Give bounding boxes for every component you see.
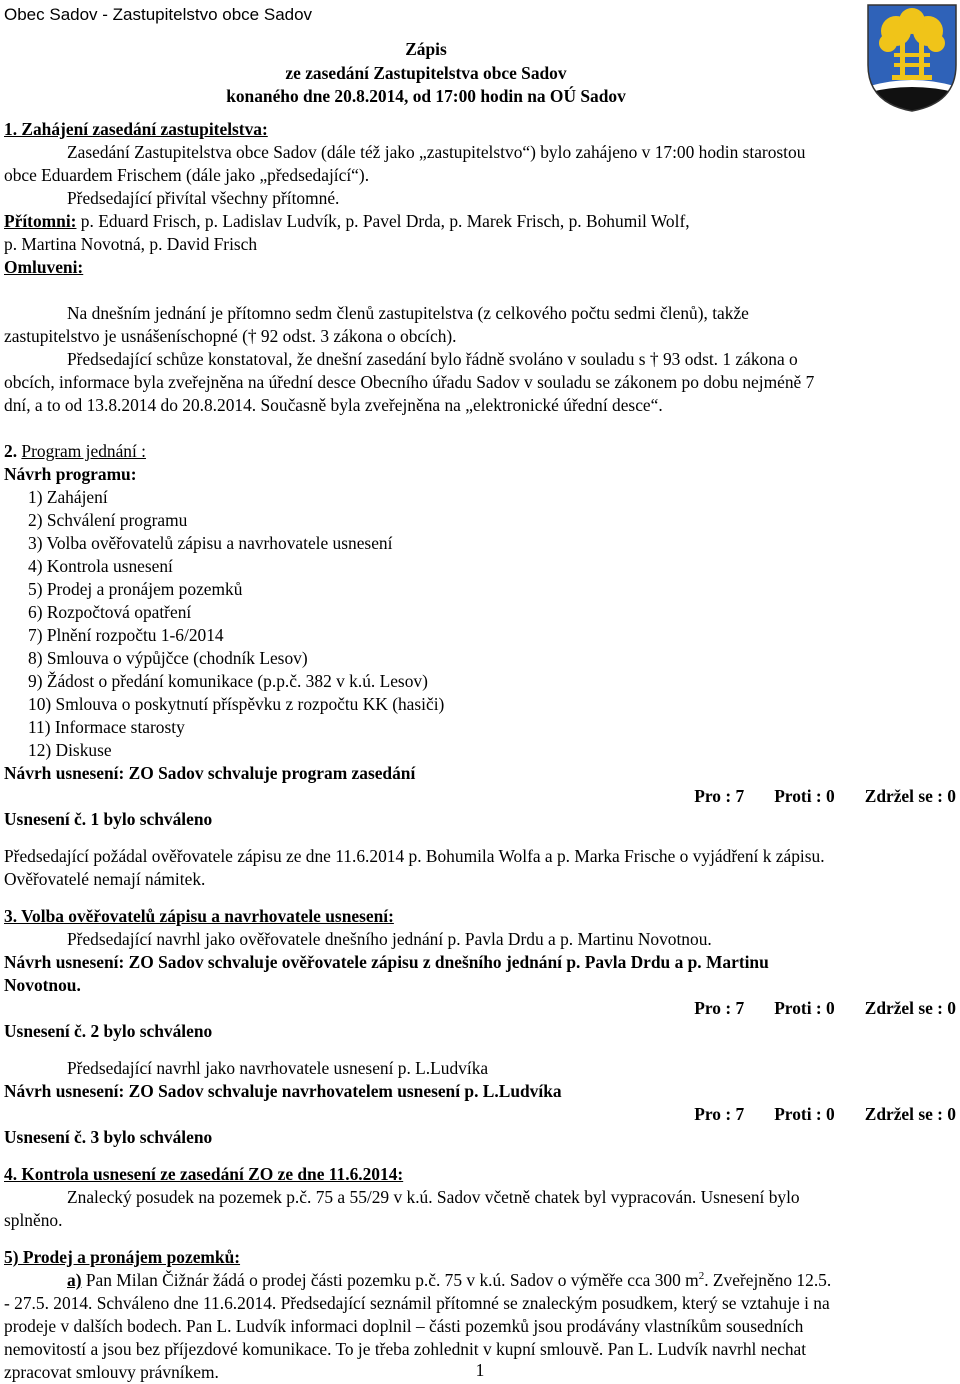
excused-label: Omluveni: xyxy=(4,257,84,277)
item-a-text-end: . Zveřejněno 12.5. xyxy=(704,1270,832,1290)
convened-text-2: obcích, informace byla zveřejněna na úřední desce Obecního úřadu Sadov v souladu se zákonem po dobu nejméně 7 xyxy=(4,372,815,392)
resolution-1-result: Usnesení č. 1 bylo schváleno xyxy=(4,809,213,829)
program-item: 1) Zahájení xyxy=(28,487,108,507)
present-line-2: p. Martina Novotná, p. David Frisch xyxy=(4,234,258,254)
resolution-1-proposal: Návrh usnesení: ZO Sadov schvaluje program zasedání xyxy=(4,763,416,783)
control-text-2: splněno. xyxy=(4,1210,63,1230)
program-item: 12) Diskuse xyxy=(28,740,112,760)
site-header: Obec Sadov - Zastupitelstvo obce Sadov xyxy=(4,5,313,24)
section-2-heading xyxy=(4,440,956,463)
program-item: 8) Smlouva o výpůjčce (chodník Lesov) xyxy=(28,648,308,668)
land-sale-text-2: - 27.5. 2014. Schváleno dne 11.6.2014. Předsedající seznámil přítomné se znaleckým posudkem, který se vztahuje i na xyxy=(4,1293,830,1313)
control-text-1: Znalecký posudek na pozemek p.č. 75 a 55/29 v k.ú. Sadov včetně chatek byl vypracován. Usnesení bylo xyxy=(67,1187,800,1207)
program-item: 3) Volba ověřovatelů zápisu a navrhovatele usnesení xyxy=(28,533,393,553)
land-sale-text-1 xyxy=(4,1269,956,1292)
program-proposal-label: Návrh programu: xyxy=(4,464,137,484)
opening-text-2: obce Eduardem Frischem (dále jako „předsedající“). xyxy=(4,165,370,185)
present-line-1 xyxy=(4,210,956,233)
quorum-text-2: zastupitelstvo je usnášeníschopné († 92 odst. 3 zákona o obcích). xyxy=(4,326,457,346)
vote-result-1 xyxy=(4,785,956,808)
section-1-heading: 1. Zahájení zasedání zastupitelstva: xyxy=(4,119,268,139)
vote-zdrzel: Zdržel se : 0 xyxy=(864,786,956,806)
land-sale-text-5: zpracovat smlouvy právníkem. xyxy=(4,1362,219,1382)
vote-zdrzel: Zdržel se : 0 xyxy=(864,1104,956,1124)
section-2-number: 2. xyxy=(4,441,18,461)
title-line-3: konaného dne 20.8.2014, od 17:00 hodin na OÚ Sadov xyxy=(226,86,626,106)
section-2-title: Program jednání : xyxy=(21,441,147,461)
welcome-text: Předsedající přivítal všechny přítomné. xyxy=(67,188,340,208)
resolution-3-proposal: Návrh usnesení: ZO Sadov schvaluje navrhovatelem usnesení p. L.Ludvíka xyxy=(4,1081,562,1101)
vote-proti: Proti : 0 xyxy=(774,786,835,806)
vote-proti: Proti : 0 xyxy=(774,998,835,1018)
program-item: 11) Informace starosty xyxy=(28,717,185,737)
resolution-3-result: Usnesení č. 3 bylo schváleno xyxy=(4,1127,213,1147)
document-title xyxy=(0,38,852,109)
section-3-heading: 3. Volba ověřovatelů zápisu a navrhovatele usnesení: xyxy=(4,906,394,926)
vote-pro: Pro : 7 xyxy=(694,998,745,1018)
verifiers-note-2: Ověřovatelé nemají námitek. xyxy=(4,869,206,889)
title-line-1: Zápis xyxy=(405,39,447,59)
title-line-2: ze zasedání Zastupitelstva obce Sadov xyxy=(285,62,567,83)
item-a-text: Pan Milan Čižnár žádá o prodej části pozemku p.č. 75 v k.ú. Sadov o výměře cca 300 m xyxy=(81,1270,699,1290)
program-item: 10) Smlouva o poskytnutí příspěvku z rozpočtu KK (hasiči) xyxy=(28,694,445,714)
present-names-1: p. Eduard Frisch, p. Ladislav Ludvík, p. Pavel Drda, p. Marek Frisch, p. Bohumil Wolf, xyxy=(76,211,690,231)
vote-zdrzel: Zdržel se : 0 xyxy=(864,998,956,1018)
verifiers-note-1: Předsedající požádal ověřovatele zápisu ze dne 11.6.2014 p. Bohumila Wolfa a p. Marka Frische o vyjádření k zápisu. xyxy=(4,846,825,866)
program-item: 9) Žádost o předání komunikace (p.p.č. 382 v k.ú. Lesov) xyxy=(28,671,428,691)
program-item: 2) Schválení programu xyxy=(28,510,188,530)
program-list xyxy=(4,486,956,762)
page-number: 1 xyxy=(475,1360,485,1380)
vote-pro: Pro : 7 xyxy=(694,1104,745,1124)
program-item: 7) Plnění rozpočtu 1-6/2014 xyxy=(28,625,224,645)
section-5-heading: 5) Prodej a pronájem pozemků: xyxy=(4,1247,241,1267)
vote-proti: Proti : 0 xyxy=(774,1104,835,1124)
resolution-2-result: Usnesení č. 2 bylo schváleno xyxy=(4,1021,213,1041)
verifiers-proposal: Předsedající navrhl jako ověřovatele dnešního jednání p. Pavla Drdu a p. Martinu Novotnou. xyxy=(67,929,712,949)
section-4-heading: 4. Kontrola usnesení ze zasedání ZO ze dne 11.6.2014: xyxy=(4,1164,404,1184)
convened-text-1: Předsedající schůze konstatoval, že dnešní zasedání bylo řádně svoláno v souladu s † 93 odst. 1 zákona o xyxy=(67,349,798,369)
vote-result-2 xyxy=(4,997,956,1020)
vote-result-3 xyxy=(4,1103,956,1126)
land-sale-text-3: prodeje v dalších bodech. Pan L. Ludvík informaci doplnil – části pozemků jsou prodávány vlastníkům sousedních xyxy=(4,1316,804,1336)
program-item: 6) Rozpočtová opatření xyxy=(28,602,192,622)
item-a-label: a) xyxy=(67,1270,82,1290)
resolution-2-proposal-1: Návrh usnesení: ZO Sadov schvaluje ověřovatele zápisu z dnešního jednání p. Pavla Drdu a p. Martinu xyxy=(4,952,769,972)
resolution-2-proposal-2: Novotnou. xyxy=(4,975,81,995)
convened-text-3: dní, a to od 13.8.2014 do 20.8.2014. Současně byla zveřejněna na „elektronické úřední desce“. xyxy=(4,395,663,415)
program-item: 4) Kontrola usnesení xyxy=(28,556,173,576)
superscript-2: 2 xyxy=(698,1270,705,1283)
opening-text-1: Zasedání Zastupitelstva obce Sadov (dále též jako „zastupitelstvo“) bylo zahájeno v 17:00 hodin starostou xyxy=(67,142,806,162)
vote-pro: Pro : 7 xyxy=(694,786,745,806)
coat-of-arms-icon xyxy=(866,3,958,113)
minutes-body xyxy=(4,118,956,1384)
proposer-proposal: Předsedající navrhl jako navrhovatele usnesení p. L.Ludvíka xyxy=(67,1058,489,1078)
program-item: 5) Prodej a pronájem pozemků xyxy=(28,579,243,599)
quorum-text-1: Na dnešním jednání je přítomno sedm členů zastupitelstva (z celkového počtu sedmi členů), takže xyxy=(67,303,749,323)
land-sale-text-4: nemovitostí a jsou bez příjezdové komunikace. To je třeba zohlednit v kupní smlouvě. Pan L. Ludvík navrhl nechat xyxy=(4,1339,807,1359)
present-label: Přítomni: xyxy=(4,211,77,231)
